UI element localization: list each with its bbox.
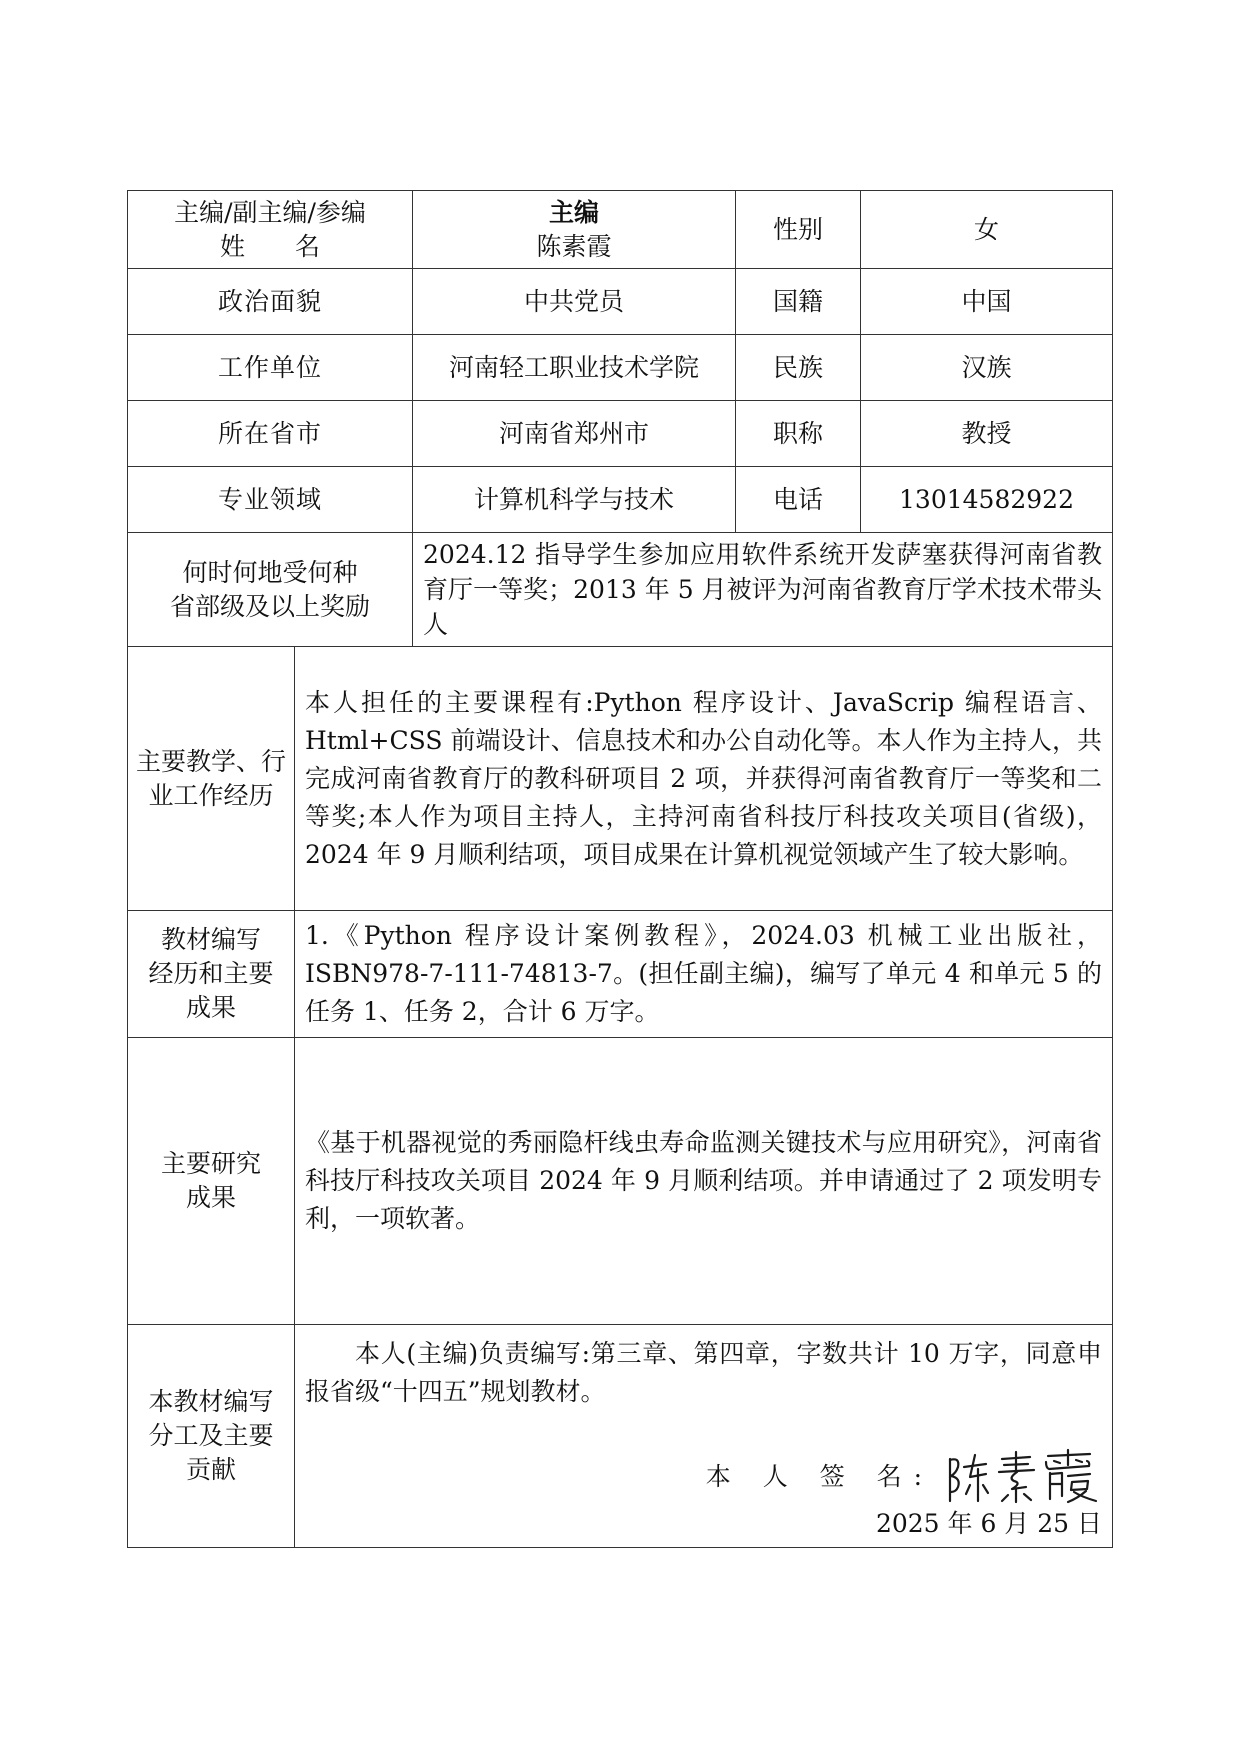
political-status-value: 中共党员	[413, 269, 736, 335]
workplace-label: 工作单位	[128, 335, 413, 401]
experience-row	[128, 647, 1113, 911]
experience-label-line1: 主要教学、行	[135, 746, 286, 776]
field-value: 计算机科学与技术	[413, 467, 736, 533]
textbook-label-line3: 成果	[185, 992, 236, 1022]
textbook-label	[128, 911, 295, 1038]
ethnicity-label: 民族	[736, 335, 861, 401]
political-row	[128, 269, 1113, 335]
title-value: 教授	[861, 401, 1113, 467]
awards-label-line1: 何时何地受何种	[182, 557, 358, 587]
signature-label: 本 人 签 名:	[705, 1462, 935, 1491]
contribution-label-line2: 分工及主要	[148, 1421, 274, 1451]
gender-label: 性别	[736, 191, 861, 269]
experience-text: 本人担任的主要课程有:Python 程序设计、JavaScrip 编程语言、Html+CSS 前端设计、信息技术和办公自动化等。本人作为主持人，共完成河南省教育厅的教科研项目 2 项，并获得河南省教育厅一等奖和二等奖;本人作为项目主持人，主持河南省科技厅科技攻关项目(省级)，2024 年 9 月顺利结项，项目成果在计算机视觉领域产生了较大影响。	[295, 647, 1113, 911]
contribution-label	[128, 1325, 295, 1548]
awards-label-line2: 省部级及以上奖励	[170, 591, 371, 621]
contribution-row	[128, 1325, 1113, 1548]
research-text: 《基于机器视觉的秀丽隐杆线虫寿命监测关键技术与应用研究》，河南省科技厅科技攻关项目 2024 年 9 月顺利结项。并申请通过了 2 项发明专利，一项软著。	[295, 1038, 1113, 1325]
textbook-text: 1.《Python 程序设计案例教程》，2024.03 机械工业出版社，ISBN978-7-111-74813-7。(担任副主编)，编写了单元 4 和单元 5 的任务 1、任务 2，合计 6 万字。	[295, 911, 1113, 1038]
experience-label-line2: 业工作经历	[148, 780, 274, 810]
field-row	[128, 467, 1113, 533]
textbook-label-line2: 经历和主要	[148, 959, 274, 989]
field-label: 专业领域	[128, 467, 413, 533]
location-value: 河南省郑州市	[413, 401, 736, 467]
role-row	[128, 191, 1113, 269]
contribution-label-line1: 本教材编写	[148, 1387, 274, 1417]
contribution-label-line3: 贡献	[185, 1454, 236, 1484]
awards-text: 2024.12 指导学生参加应用软件系统开发萨塞获得河南省教育厅一等奖；2013 年 5 月被评为河南省教育厅学术技术带头人	[413, 533, 1113, 647]
research-label-line2: 成果	[185, 1183, 236, 1212]
role-value: 主编	[549, 197, 600, 227]
name-value: 陈素霞	[536, 231, 612, 261]
textbook-label-line1: 教材编写	[160, 925, 261, 955]
phone-label: 电话	[736, 467, 861, 533]
awards-label	[128, 533, 413, 647]
experience-label	[128, 647, 295, 911]
research-label-line1: 主要研究	[160, 1149, 261, 1179]
nationality-value: 中国	[861, 269, 1113, 335]
political-status-label: 政治面貌	[128, 269, 413, 335]
name-label: 姓 名	[220, 231, 321, 261]
contribution-text: 本人(主编)负责编写:第三章、第四章，字数共计 10 万字，同意申报省级“十四五”规划教材。	[305, 1339, 1103, 1406]
role-label: 主编/副主编/参编	[174, 197, 366, 227]
ethnicity-value: 汉族	[861, 335, 1113, 401]
signature-line	[305, 1447, 1102, 1507]
nationality-label: 国籍	[736, 269, 861, 335]
contribution-cell	[295, 1325, 1113, 1548]
title-label: 职称	[736, 401, 861, 467]
location-label: 所在省市	[128, 401, 413, 467]
research-label	[128, 1038, 295, 1325]
role-name-value-cell	[413, 191, 736, 269]
signature-date: 2025 年 6 月 25 日	[875, 1509, 1103, 1538]
awards-row	[128, 533, 1113, 647]
application-form-table	[127, 190, 1113, 1548]
handwritten-signature	[942, 1447, 1102, 1507]
textbook-row	[128, 911, 1113, 1038]
role-name-label-cell	[128, 191, 413, 269]
workplace-value: 河南轻工职业技术学院	[413, 335, 736, 401]
gender-value: 女	[861, 191, 1113, 269]
location-row	[128, 401, 1113, 467]
workplace-row	[128, 335, 1113, 401]
phone-value: 13014582922	[861, 467, 1113, 533]
research-row	[128, 1038, 1113, 1325]
